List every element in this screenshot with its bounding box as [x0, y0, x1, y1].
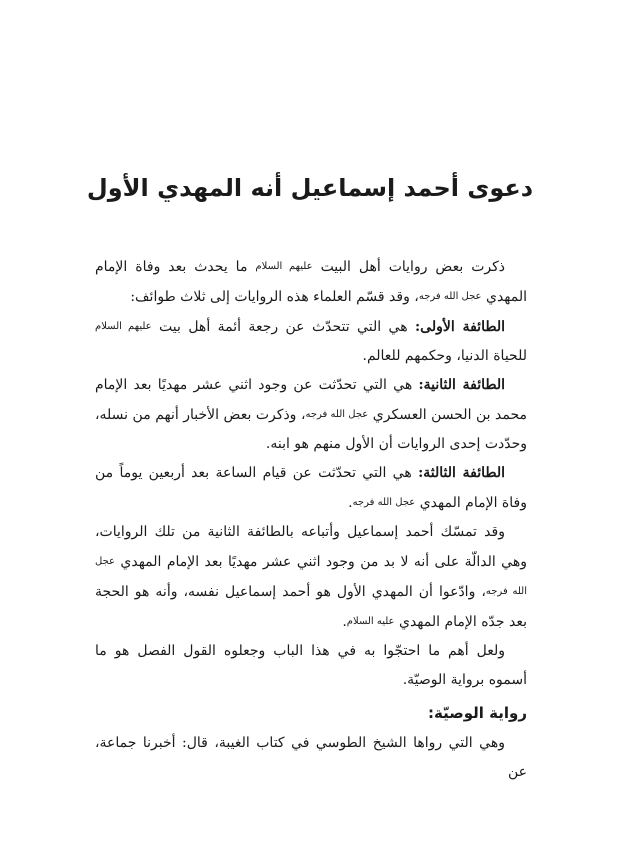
group3-paragraph: [95, 459, 527, 518]
group2-paragraph: [95, 371, 527, 459]
group1-paragraph: [95, 312, 527, 371]
group2-text-b: ، وذكرت بعض الأخبار أنهم من نسله، وحدّدت إحدى الروايات أن الأول منهم هو ابنه.: [95, 407, 527, 452]
claim-paragraph: [95, 518, 527, 637]
group1-text-a: هي التي تتحدّث عن رجعة أئمة أهل بيت: [159, 319, 408, 335]
claim-text-c: .: [342, 614, 347, 630]
page-title: دعوى أحمد إسماعيل أنه المهدي الأول: [86, 174, 534, 202]
intro-paragraph: [95, 252, 527, 312]
honorific-mark: عجل الله فرجه: [352, 497, 416, 508]
conclusion-paragraph: [95, 637, 527, 695]
body-text: [95, 252, 527, 787]
intro-text-c: ، وقد قسّم العلماء هذه الروايات إلى ثلاث طوائف:: [130, 289, 419, 305]
intro-text-b: ما يحدث بعد وفاة الإمام المهدي: [95, 259, 527, 305]
wasiyya-text: وهي التي رواها الشيخ الطوسي في كتاب الغيبة، قال: أخبرنا جماعة، عن: [95, 735, 527, 780]
claim-text-a: وقد تمسّك أحمد إسماعيل وأتباعه بالطائفة الثانية من تلك الروايات، وهي الدالّة على أنه لا بد من وجود اثني عشر مهديًا بعد الإمام المهدي: [95, 524, 527, 570]
claim-text-b: ، وادّعوا أن المهدي الأول هو أحمد إسماعيل نفسه، وأنه هو الحجة بعد جدّه الإمام المهدي: [95, 584, 527, 630]
group3-text-b: .: [348, 495, 353, 511]
group2-label: الطائفة الثانية:: [418, 377, 505, 393]
honorific-mark: عليه السلام: [346, 616, 395, 627]
honorific-mark: عليهم السلام: [255, 261, 313, 272]
group3-text-a: هي التي تحدّثت عن قيام الساعة بعد أربعين يوماً من وفاة الإمام المهدي: [95, 465, 527, 511]
group2-text-a: هي التي تحدّثت عن وجود اثني عشر مهديًا بعد الإمام محمد بن الحسن العسكري: [95, 377, 527, 423]
group3-label: الطائفة الثالثة:: [418, 465, 506, 481]
section-heading-wasiyya: رواية الوصيّة:: [428, 704, 527, 722]
honorific-mark: عجل الله فرجه: [305, 409, 369, 420]
honorific-mark: عجل الله فرجه: [95, 556, 527, 597]
intro-text-a: ذكرت بعض روايات أهل البيت: [320, 259, 506, 275]
group1-label: الطائفة الأولى:: [415, 319, 505, 335]
honorific-mark: عجل الله فرجه: [418, 291, 482, 302]
honorific-mark: عليهم السلام: [95, 321, 152, 332]
group1-text-b: للحياة الدنيا، وحكمهم للعالم.: [362, 348, 527, 364]
conclusion-text: ولعل أهم ما احتجّوا به في هذا الباب وجعلوه القول الفصل هو ما أسموه برواية الوصيّة.: [95, 643, 527, 688]
wasiyya-paragraph: [95, 729, 527, 787]
